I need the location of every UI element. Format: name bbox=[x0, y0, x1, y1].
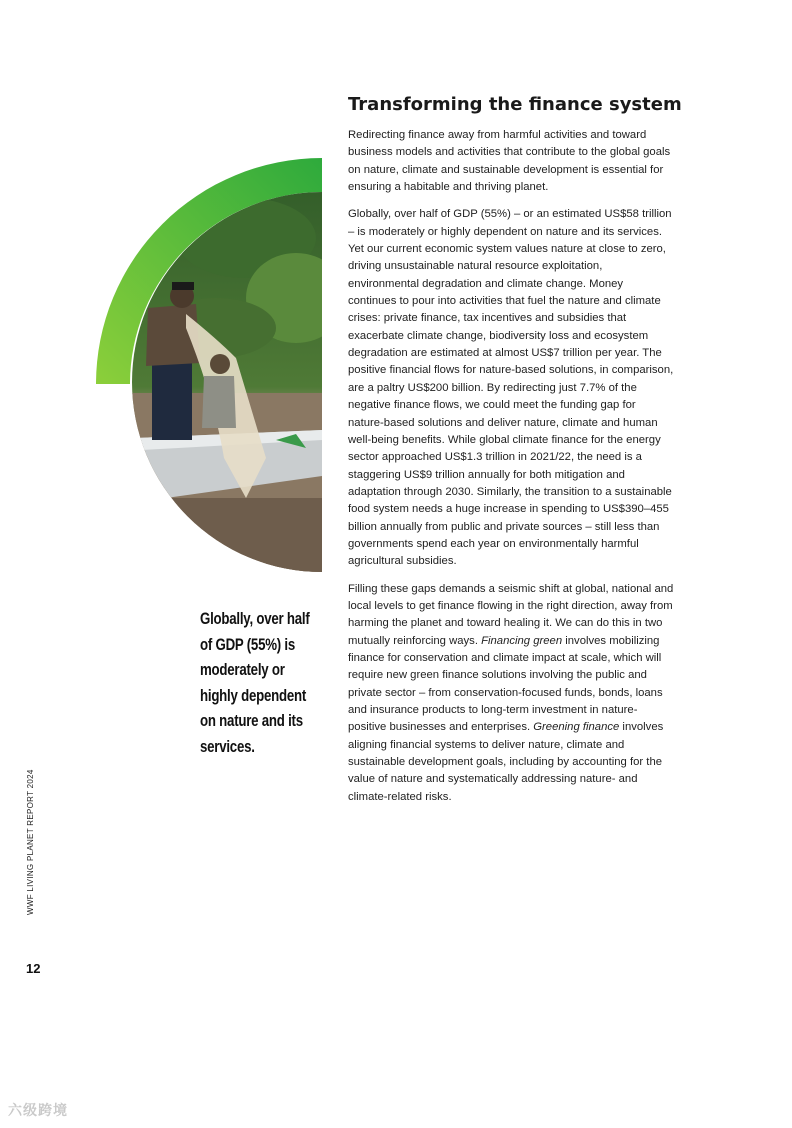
fishermen-photo bbox=[96, 158, 322, 574]
paragraph-intro: Redirecting finance away from harmful activities and toward business models and activities that contribute to the global goals on nature, climate and sustainable development is essential for ensuring a habitable and thriving planet. bbox=[348, 129, 671, 194]
term-financing-green: Financing green bbox=[481, 634, 563, 647]
watermark-logo: 六级跨境 bbox=[8, 1102, 68, 1118]
section-heading: Transforming the finance system bbox=[348, 94, 682, 115]
term-greening-finance: Greening finance bbox=[533, 721, 620, 734]
body-text bbox=[348, 127, 674, 816]
report-side-label: WWF LIVING PLANET REPORT 2024 bbox=[26, 769, 35, 915]
paragraph-solutions: Filling these gaps demands a seismic shift at global, national and local levels to get finance flowing in the right direction, away from harming the planet and toward healing it. We can do this in two mutually reinforcing ways. Financing green involves mobilizing finance for conservation and climate impact at scale, which will require new green finance solutions involving the public and private sector – from conservation-focused funds, bonds, loans and insurance products to long-term investment in nature-positive businesses and enterprises. Greening finance involves aligning financial systems to deliver nature, climate and sustainable development goals, including by accounting for the value of nature and systematically addressing nature- and climate-related risks. bbox=[348, 582, 674, 803]
pull-quote: Globally, over half of GDP (55%) is moderately or highly dependent on nature and its services. bbox=[200, 609, 310, 756]
paragraph-gdp: Globally, over half of GDP (55%) – or an estimated US$58 trillion – is moderately or highly dependent on nature and its services. Yet our current economic system values nature at close to zero, driving unsustainable natural resource exploitation, environmental degradation and climate change. Money continues to pour into activities that fuel the nature and climate crises: private finance, tax incentives and subsidies that exacerbate climate change, biodiversity loss and ecosystem degradation are estimated at almost US$7 trillion per year. The positive financial flows for nature-based solutions, in comparison, are a paltry US$200 billion. By redirecting just 7.7% of the negative finance flows, we could meet the funding gap for nature-based solutions and deliver nature, climate and human well-being benefits. While global climate finance for the energy sector approached US$1.3 trillion in 2021/22, the need is a staggering US$9 trillion annually for both mitigation and adaptation through 2030. Similarly, the transition to a sustainable food system needs a huge increase in spending to US$390–455 billion annually from public and private sources – still less than governments spend each year on environmentally harmful agricultural subsidies. bbox=[348, 208, 674, 568]
page-number: 12 bbox=[26, 961, 41, 976]
